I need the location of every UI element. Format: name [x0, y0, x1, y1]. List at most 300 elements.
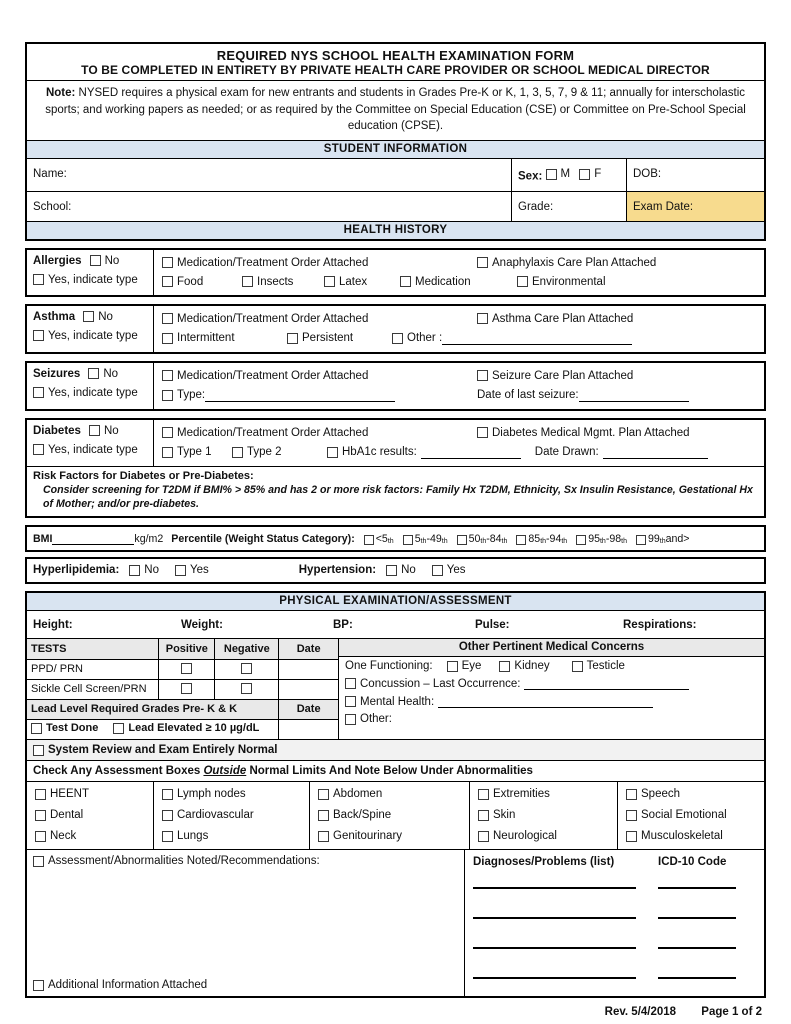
pct5-text2: and>: [665, 533, 690, 546]
asthma-no-checkbox[interactable]: [83, 311, 94, 322]
ppd-negative-cell[interactable]: [215, 659, 279, 679]
last-seizure-blank[interactable]: [579, 389, 689, 402]
systems-col-3: [309, 782, 469, 849]
asthma-other-blank[interactable]: [442, 332, 632, 345]
seizure-type-label: Type:: [177, 389, 206, 402]
pct1-text2: -49: [426, 533, 442, 546]
sickle-positive-checkbox[interactable]: [181, 683, 192, 694]
pct4-text2: -98: [605, 533, 622, 546]
seizure-care-plan-checkbox[interactable]: [477, 370, 488, 381]
ppd-date-cell[interactable]: [279, 659, 339, 679]
diabetes-med-order-option[interactable]: [162, 427, 477, 439]
seizures-yes-checkbox[interactable]: [33, 387, 44, 398]
allergy-type-latex[interactable]: [324, 276, 400, 288]
dob-field[interactable]: [626, 159, 764, 191]
systems-grid: [27, 782, 764, 850]
pct2-text2: -84: [486, 533, 502, 546]
cardio-label: Cardiovascular: [177, 809, 254, 822]
seizure-type-blank[interactable]: [205, 389, 395, 402]
assessment-notes-area[interactable]: [27, 850, 464, 996]
mental-health-row[interactable]: [339, 692, 764, 710]
system-speech[interactable]: [626, 788, 758, 800]
risk-factors-title: Risk Factors for Diabetes or Pre-Diabetes:: [33, 469, 254, 482]
allergies-no-option[interactable]: [90, 255, 120, 267]
lead-test-done-option[interactable]: [31, 722, 98, 734]
asthma-other-option[interactable]: [392, 332, 442, 344]
system-neck[interactable]: [35, 830, 147, 842]
asthma-yes-checkbox[interactable]: [33, 330, 44, 341]
bmi-blank[interactable]: [52, 532, 134, 545]
system-social-emotional[interactable]: [626, 809, 758, 821]
social-emotional-label: Social Emotional: [641, 809, 727, 822]
allergy-insects-checkbox[interactable]: [242, 276, 253, 287]
lead-test-done-checkbox[interactable]: [31, 723, 42, 734]
systems-col-2: [153, 782, 309, 849]
sex-male-label: M: [560, 168, 571, 181]
section-header-physical-exam: PHYSICAL EXAMINATION/ASSESSMENT: [27, 593, 764, 611]
ppd-positive-cell[interactable]: [159, 659, 215, 679]
percentile-option-95-98[interactable]: [576, 533, 627, 545]
eye-checkbox[interactable]: [447, 661, 458, 672]
concussion-row[interactable]: [339, 674, 764, 692]
allergy-latex-checkbox[interactable]: [324, 276, 335, 287]
allergies-no-label: No: [104, 254, 120, 267]
social-emotional-checkbox[interactable]: [626, 810, 637, 821]
seizure-type-option[interactable]: [162, 389, 477, 402]
seizures-left: [27, 363, 154, 409]
diabetes-label: Diabetes: [33, 424, 81, 437]
sickle-cell-label: Sickle Cell Screen/PRN: [27, 679, 159, 699]
eye-label: Eye: [461, 660, 482, 673]
diabetes-left: [27, 420, 154, 466]
neck-checkbox[interactable]: [35, 831, 46, 842]
lungs-checkbox[interactable]: [162, 831, 173, 842]
assessment-note-pre: Check Any Assessment Boxes: [33, 765, 204, 778]
icd-blank-2[interactable]: [658, 906, 736, 919]
seizures-no-option[interactable]: [88, 368, 118, 380]
diabetes-no-checkbox[interactable]: [89, 425, 100, 436]
sex-female-option[interactable]: [579, 168, 601, 180]
lipid-box: [25, 557, 766, 584]
hypertension-yes-label: Yes: [446, 564, 466, 577]
seizures-label: Seizures: [33, 367, 81, 380]
date-header: Date: [279, 639, 339, 659]
diagnosis-blank-2[interactable]: [473, 906, 636, 919]
pct4-text: 95: [588, 533, 600, 546]
allergies-box: [25, 248, 766, 297]
diabetes-type1-option[interactable]: [162, 446, 232, 458]
systems-col-5: [617, 782, 764, 849]
system-musculoskeletal[interactable]: [626, 830, 758, 842]
section-header-health-history: HEALTH HISTORY: [27, 221, 764, 239]
allergy-food-label: Food: [177, 275, 204, 288]
student-info-row-2: [27, 191, 764, 221]
system-cardio[interactable]: [162, 809, 303, 821]
additional-info-checkbox[interactable]: [33, 980, 44, 991]
one-functioning-testicle-option[interactable]: [572, 660, 625, 672]
icd-blank-3[interactable]: [658, 936, 736, 949]
allergy-type-environmental[interactable]: [517, 276, 606, 288]
asthma-no-label: No: [98, 310, 113, 323]
physical-exam-box: [25, 591, 766, 998]
allergies-left: [27, 250, 154, 295]
genitourinary-label: Genitourinary: [333, 830, 403, 843]
positive-header: Positive: [159, 639, 215, 659]
diabetes-med-order-label: Medication/Treatment Order Attached: [177, 426, 369, 439]
lead-date-cell[interactable]: [279, 719, 339, 739]
bp-field[interactable]: BP:: [333, 619, 353, 632]
revision-date: Rev. 5/4/2018: [604, 1006, 677, 1019]
cardio-checkbox[interactable]: [162, 810, 173, 821]
percentile-option-85-94[interactable]: [516, 533, 567, 545]
dental-checkbox[interactable]: [35, 810, 46, 821]
percentile-option-5-49[interactable]: [403, 533, 448, 545]
asthma-label: Asthma: [33, 310, 76, 323]
asthma-care-plan-option[interactable]: [477, 313, 633, 325]
genitourinary-checkbox[interactable]: [318, 831, 329, 842]
form-page: [25, 42, 766, 1018]
hba1c-checkbox[interactable]: [327, 447, 338, 458]
bmi-unit: kg/m2: [134, 533, 164, 546]
neurological-label: Neurological: [493, 830, 557, 843]
lipid-line: [27, 559, 764, 582]
allergies-med-order-option[interactable]: [162, 257, 477, 269]
testicle-label: Testicle: [586, 660, 625, 673]
musculoskeletal-checkbox[interactable]: [626, 831, 637, 842]
grade-field[interactable]: [511, 192, 626, 221]
abnormalities-option[interactable]: [33, 855, 458, 867]
system-dental[interactable]: [35, 809, 147, 821]
diabetes-no-option[interactable]: [89, 425, 119, 437]
allergies-med-order-checkbox[interactable]: [162, 257, 173, 268]
negative-header: Negative: [215, 639, 279, 659]
one-functioning-row: [339, 657, 764, 674]
asthma-persistent-option[interactable]: [287, 332, 392, 344]
weight-field[interactable]: Weight:: [181, 619, 223, 632]
diagnoses-area: [464, 850, 764, 996]
diabetes-med-order-checkbox[interactable]: [162, 427, 173, 438]
allergy-type-insects[interactable]: [242, 276, 324, 288]
assessment-note-post: Normal Limits And Note Below Under Abnormalities: [246, 765, 533, 778]
diabetes-mgmt-plan-option[interactable]: [477, 427, 690, 439]
bmi-box: [25, 525, 766, 552]
seizures-med-order-checkbox[interactable]: [162, 370, 173, 381]
diabetes-mgmt-plan-checkbox[interactable]: [477, 427, 488, 438]
asthma-other-checkbox[interactable]: [392, 333, 403, 344]
assessment-note-em: Outside: [203, 765, 247, 778]
allergy-environmental-label: Environmental: [532, 275, 606, 288]
diagnosis-blank-1[interactable]: [473, 876, 636, 889]
other-concern-label: Other:: [360, 713, 392, 726]
seizures-med-order-option[interactable]: [162, 370, 477, 382]
diagnosis-row: [473, 906, 756, 919]
asthma-intermittent-checkbox[interactable]: [162, 333, 173, 344]
kidney-label: Kidney: [514, 660, 550, 673]
bmi-label: BMI: [33, 533, 53, 546]
seizure-care-plan-label: Seizure Care Plan Attached: [492, 369, 634, 382]
date-drawn-label: Date Drawn:: [534, 446, 599, 459]
pct2-sup2: th: [501, 538, 508, 546]
other-concern-row[interactable]: [339, 710, 764, 727]
allergy-insects-label: Insects: [257, 275, 294, 288]
diabetes-type1-checkbox[interactable]: [162, 447, 173, 458]
pct3-sup2: th: [561, 538, 568, 546]
diabetes-no-label: No: [103, 424, 119, 437]
respirations-field[interactable]: Respirations:: [623, 619, 697, 632]
percentile-option-50-84[interactable]: [457, 533, 508, 545]
lead-options-cell: [27, 719, 279, 739]
abnormalities-label: Assessment/Abnormalities Noted/Recommendations:: [48, 855, 320, 868]
testicle-checkbox[interactable]: [572, 661, 583, 672]
hypertension-no-option[interactable]: [386, 564, 416, 576]
allergy-type-medication[interactable]: [400, 276, 517, 288]
diabetes-right: [154, 420, 764, 466]
skin-label: Skin: [493, 809, 516, 822]
hba1c-label: HbA1c results:: [342, 446, 417, 459]
school-label: School:: [33, 200, 72, 213]
asthma-med-order-checkbox[interactable]: [162, 313, 173, 324]
musculoskeletal-label: Musculoskeletal: [641, 830, 723, 843]
pct2-text: 50: [468, 533, 481, 546]
hyperlipidemia-yes-option[interactable]: [175, 564, 209, 576]
pct4-sup2: th: [621, 538, 627, 546]
allergies-yes-checkbox[interactable]: [33, 274, 44, 285]
one-functioning-eye-option[interactable]: [447, 660, 482, 672]
percentile-50-84-checkbox[interactable]: [457, 535, 467, 545]
vitals-row: [27, 611, 764, 639]
pct3-sup: th: [540, 538, 547, 546]
icd-blank-1[interactable]: [658, 876, 736, 889]
header-box: [25, 42, 766, 241]
hyperlipidemia-yes-label: Yes: [189, 564, 209, 577]
system-extremities[interactable]: [478, 788, 611, 800]
system-back-spine[interactable]: [318, 809, 463, 821]
system-abdomen[interactable]: [318, 788, 463, 800]
ppd-positive-checkbox[interactable]: [181, 663, 192, 674]
allergies-label: Allergies: [33, 254, 82, 267]
concussion-checkbox[interactable]: [345, 678, 356, 689]
system-lymph[interactable]: [162, 788, 303, 800]
asthma-no-option[interactable]: [83, 311, 113, 323]
allergies-right: [154, 250, 764, 295]
sex-label: Sex:: [518, 170, 543, 183]
seizures-no-checkbox[interactable]: [88, 368, 99, 379]
systems-col-4: [469, 782, 617, 849]
kidney-checkbox[interactable]: [499, 661, 510, 672]
percentile-lt5-checkbox[interactable]: [364, 535, 374, 545]
asthma-right: [154, 306, 764, 352]
allergies-med-order-label: Medication/Treatment Order Attached: [177, 256, 369, 269]
hyperlipidemia-no-option[interactable]: [129, 564, 159, 576]
mental-health-checkbox[interactable]: [345, 696, 356, 707]
hyperlipidemia-yes-checkbox[interactable]: [175, 565, 186, 576]
percentile-95-98-checkbox[interactable]: [576, 535, 586, 545]
form-title: REQUIRED NYS SCHOOL HEALTH EXAMINATION FORM: [216, 48, 575, 63]
hyperlipidemia-no-label: No: [144, 564, 159, 577]
school-field[interactable]: [27, 192, 511, 221]
allergies-anaphylaxis-checkbox[interactable]: [477, 257, 488, 268]
hypertension-yes-option[interactable]: [432, 564, 466, 576]
diabetes-mgmt-plan-label: Diabetes Medical Mgmt. Plan Attached: [492, 426, 690, 439]
pct3-text: 85: [528, 533, 541, 546]
sickle-negative-checkbox[interactable]: [241, 683, 252, 694]
speech-label: Speech: [641, 788, 681, 801]
asthma-persistent-checkbox[interactable]: [287, 333, 298, 344]
seizures-box: [25, 361, 766, 411]
one-functioning-label: One Functioning:: [345, 660, 433, 673]
neurological-checkbox[interactable]: [478, 831, 489, 842]
allergies-anaphylaxis-option[interactable]: [477, 257, 656, 269]
mental-health-label: Mental Health:: [360, 695, 435, 708]
abdomen-checkbox[interactable]: [318, 789, 329, 800]
page-number: Page 1 of 2: [701, 1006, 762, 1019]
system-review-label: System Review and Exam Entirely Normal: [48, 744, 278, 757]
asthma-care-plan-checkbox[interactable]: [477, 313, 488, 324]
seizures-med-order-label: Medication/Treatment Order Attached: [177, 369, 369, 382]
system-skin[interactable]: [478, 809, 611, 821]
speech-checkbox[interactable]: [626, 789, 637, 800]
sickle-positive-cell[interactable]: [159, 679, 215, 699]
sex-female-checkbox[interactable]: [579, 169, 590, 180]
neck-label: Neck: [50, 830, 77, 843]
seizure-type-checkbox[interactable]: [162, 390, 173, 401]
sickle-date-cell[interactable]: [279, 679, 339, 699]
pct5-text: 99: [647, 533, 660, 546]
dental-label: Dental: [50, 809, 84, 822]
heent-checkbox[interactable]: [35, 789, 46, 800]
section-header-student-information: STUDENT INFORMATION: [27, 141, 764, 158]
system-lungs[interactable]: [162, 830, 303, 842]
exam-date-field[interactable]: [626, 192, 764, 221]
diagnoses-header: Diagnoses/Problems (list): [473, 856, 615, 869]
lead-elevated-checkbox[interactable]: [113, 723, 124, 734]
hba1c-blank[interactable]: [421, 446, 521, 459]
allergy-type-food[interactable]: [162, 276, 242, 288]
system-genitourinary[interactable]: [318, 830, 463, 842]
asthma-intermittent-label: Intermittent: [177, 332, 235, 345]
hypertension-no-label: No: [401, 564, 416, 577]
lungs-label: Lungs: [177, 830, 209, 843]
risk-factors-text: Consider screening for T2DM if BMI% > 85% and has 2 or more risk factors: Family Hx T2DM, Ethnicity, Sx Insulin Resistance, Gestational Hx of Mother; and/or pre-diabetes.: [43, 483, 753, 511]
asthma-persistent-label: Persistent: [302, 332, 354, 345]
page-footer: [25, 1006, 766, 1018]
name-field[interactable]: [27, 159, 511, 191]
lead-elevated-option[interactable]: [113, 722, 259, 734]
pct1-sup: th: [420, 538, 427, 546]
sex-male-option[interactable]: [546, 168, 571, 180]
diagnosis-blank-3[interactable]: [473, 936, 636, 949]
system-review-checkbox[interactable]: [33, 745, 44, 756]
skin-checkbox[interactable]: [478, 810, 489, 821]
hypertension-no-checkbox[interactable]: [386, 565, 397, 576]
assessment-instruction: [27, 761, 764, 782]
allergy-medication-label: Medication: [415, 275, 471, 288]
back-spine-checkbox[interactable]: [318, 810, 329, 821]
mental-health-blank[interactable]: [438, 695, 653, 708]
grade-label: Grade:: [518, 200, 554, 213]
allergy-medication-checkbox[interactable]: [400, 276, 411, 287]
one-functioning-kidney-option[interactable]: [499, 660, 549, 672]
tests-section: [27, 639, 764, 740]
percentile-99-checkbox[interactable]: [636, 535, 646, 545]
seizure-care-plan-option[interactable]: [477, 370, 633, 382]
allergy-food-checkbox[interactable]: [162, 276, 173, 287]
percentile-85-94-checkbox[interactable]: [516, 535, 526, 545]
diabetes-type2-checkbox[interactable]: [232, 447, 243, 458]
sex-male-checkbox[interactable]: [546, 169, 557, 180]
asthma-box: [25, 304, 766, 354]
percentile-5-49-checkbox[interactable]: [403, 535, 413, 545]
name-label: Name:: [33, 168, 67, 181]
assessment-write-space[interactable]: [33, 867, 458, 979]
extremities-checkbox[interactable]: [478, 789, 489, 800]
hba1c-option[interactable]: [327, 446, 417, 458]
seizures-right: [154, 363, 764, 409]
pct0-text: <5: [375, 533, 388, 546]
form-title-block: [27, 44, 764, 81]
pct1-sup2: th: [441, 538, 448, 546]
concerns-panel: [339, 639, 764, 739]
system-neurological[interactable]: [478, 830, 611, 842]
allergies-no-checkbox[interactable]: [90, 255, 101, 266]
diagnosis-row: [473, 876, 756, 889]
last-seizure-label: Date of last seizure:: [477, 389, 579, 402]
diabetes-yes-checkbox[interactable]: [33, 444, 44, 455]
diabetes-type1-label: Type 1: [177, 446, 212, 459]
sickle-negative-cell[interactable]: [215, 679, 279, 699]
diagnosis-blank-4[interactable]: [473, 966, 636, 979]
risk-factors-block: [27, 466, 764, 517]
abnormalities-checkbox[interactable]: [33, 856, 44, 867]
system-review-row[interactable]: [27, 740, 764, 761]
asthma-med-order-option[interactable]: [162, 313, 477, 325]
system-heent[interactable]: [35, 788, 147, 800]
other-concern-checkbox[interactable]: [345, 714, 356, 725]
percentile-option-lt5[interactable]: [364, 533, 394, 545]
allergy-latex-label: Latex: [339, 275, 368, 288]
seizures-yes-label: Yes, indicate type: [48, 386, 138, 399]
abdomen-label: Abdomen: [333, 788, 383, 801]
hypertension-label: Hypertension:: [298, 564, 377, 577]
pulse-field[interactable]: Pulse:: [475, 619, 510, 632]
lead-elevated-label: Lead Elevated ≥ 10 µg/dL: [128, 722, 260, 735]
bmi-line: [27, 527, 764, 550]
heent-label: HEENT: [50, 788, 89, 801]
diabetes-cond: [27, 420, 764, 466]
back-spine-label: Back/Spine: [333, 809, 392, 822]
note-text: NYSED requires a physical exam for new entrants and students in Grades Pre-K or K, 1, 3, 5, 7, 9 & 11; annually for interscholastic sports; and working papers as needed; or as required by the Committee on Special Education (CSE) or Committee on Pre-School Special education (CPSE).: [45, 87, 746, 133]
additional-info-option[interactable]: [33, 979, 458, 991]
date-drawn-blank[interactable]: [603, 446, 708, 459]
hypertension-yes-checkbox[interactable]: [432, 565, 443, 576]
diabetes-type2-option[interactable]: [232, 446, 327, 458]
lymph-checkbox[interactable]: [162, 789, 173, 800]
systems-col-1: [27, 782, 153, 849]
sex-field: [511, 159, 626, 191]
concussion-blank[interactable]: [524, 677, 689, 690]
hyperlipidemia-no-checkbox[interactable]: [129, 565, 140, 576]
height-field[interactable]: Height:: [33, 619, 73, 632]
icd-header: ICD-10 Code: [658, 856, 727, 869]
last-seizure-field: [477, 389, 689, 402]
asthma-intermittent-option[interactable]: [162, 332, 287, 344]
allergy-environmental-checkbox[interactable]: [517, 276, 528, 287]
ppd-negative-checkbox[interactable]: [241, 663, 252, 674]
icd-blank-4[interactable]: [658, 966, 736, 979]
percentile-label: Percentile (Weight Status Category):: [171, 533, 355, 546]
percentile-option-99[interactable]: [636, 533, 690, 545]
asthma-left: [27, 306, 154, 352]
